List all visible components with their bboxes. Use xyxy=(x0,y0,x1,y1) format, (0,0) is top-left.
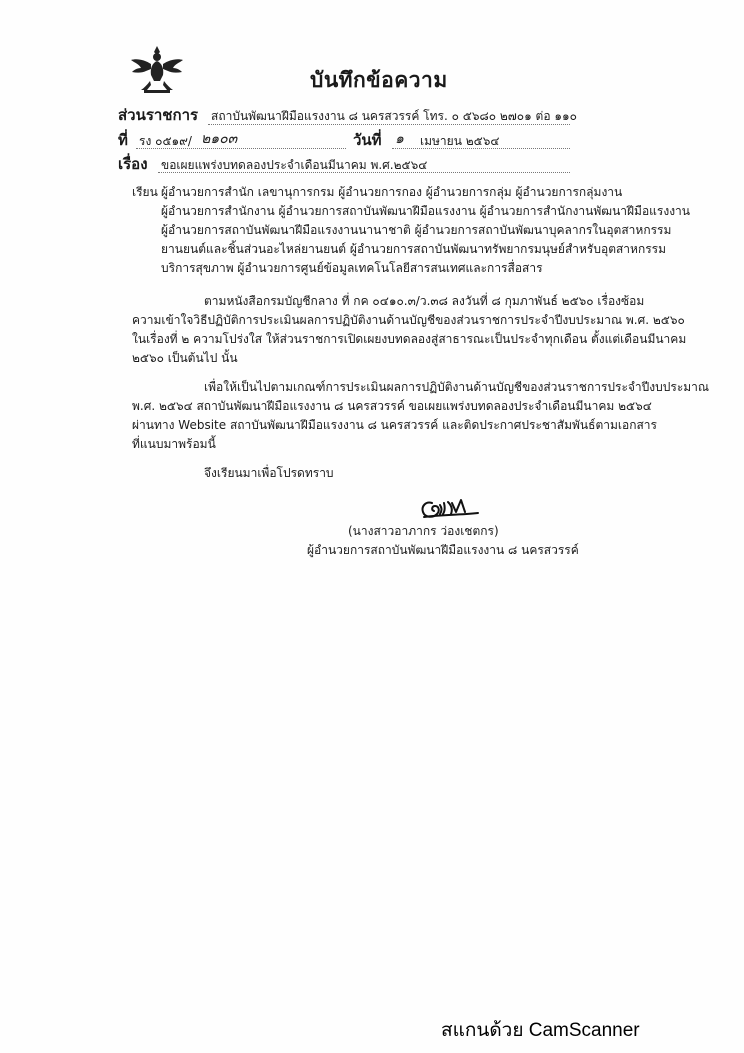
subject-label: เรื่อง xyxy=(118,155,148,173)
date-label: วันที่ xyxy=(353,131,382,149)
body-para1-line: ตามหนังสือกรมบัญชีกลาง ที่ กค ๐๔๑๐.๓/ว.๓๘ ลงวันที่ ๘ กุมภาพันธ์ ๒๕๖๐ เรื่องซ้อม xyxy=(204,294,645,308)
signer-position: ผู้อำนวยการสถาบันพัฒนาฝีมือแรงงาน ๘ นครสวรรค์ xyxy=(307,543,579,557)
to-line: บริการสุขภาพ ผู้อำนวยการศูนย์ข้อมูลเทคโนโลยีสารสนเทศและการสื่อสาร xyxy=(161,261,543,275)
signer-name: (นางสาวอาภากร ว่องเชตกร) xyxy=(348,524,499,538)
to-label: เรียน xyxy=(132,185,158,199)
date-underline xyxy=(392,148,570,149)
body-para1-line: ความเข้าใจวิธีปฏิบัติการประเมินผลการปฏิบัติงานด้านบัญชีของส่วนราชการประจำปีงบประมาณ พ.ศ. ๒๕๖๐ xyxy=(132,313,685,327)
page-title: บันทึกข้อความ xyxy=(310,68,448,92)
camscanner-watermark: สแกนด้วย CamScanner xyxy=(441,1020,640,1041)
to-line: ผู้อำนวยการสถาบันพัฒนาฝีมือแรงงานนานาชาติ ผู้อำนวยการสถาบันพัฒนาบุคลากรในอุตสาหกรรม xyxy=(161,223,672,237)
subject-value: ขอเผยแพร่งบทดลองประจำเดือนมีนาคม พ.ศ.๒๕๖๔ xyxy=(161,158,428,172)
to-line: ผู้อำนวยการสำนัก เลขานุการกรม ผู้อำนวยการกอง ผู้อำนวยการกลุ่ม ผู้อำนวยการกลุ่มงาน xyxy=(161,185,623,199)
closing-text: จึงเรียนมาเพื่อโปรดทราบ xyxy=(204,466,334,480)
ref-prefix: รง ๐๕๑๙/ xyxy=(139,134,192,148)
agency-underline xyxy=(208,124,570,125)
body-para2-line: พ.ศ. ๒๕๖๔ สถาบันพัฒนาฝีมือแรงงาน ๘ นครสวรรค์ ขอเผยแพร่งบทดลองประจำเดือนมีนาคม ๒๕๖๔ xyxy=(132,399,652,413)
agency-label: ส่วนราชการ xyxy=(118,106,199,124)
body-para2-line: ผ่านทาง Website สถาบันพัฒนาฝีมือแรงงาน ๘ นครสวรรค์ และติดประกาศประชาสัมพันธ์ตามเอกสาร xyxy=(132,418,657,432)
garuda-emblem-icon xyxy=(130,44,184,96)
body-para2-line: ที่แนบมาพร้อมนี้ xyxy=(132,437,216,451)
signature-mark xyxy=(418,493,482,521)
body-para1-line: ๒๕๖๐ เป็นต้นไป นั้น xyxy=(132,351,238,365)
date-day-handwritten: ๑ xyxy=(395,131,404,147)
agency-value: สถาบันพัฒนาฝีมือแรงงาน ๘ นครสวรรค์ โทร. ๐ ๕๖๘๐ ๒๗๐๑ ต่อ ๑๑๐ xyxy=(211,109,577,123)
date-rest: เมษายน ๒๕๖๔ xyxy=(420,134,500,148)
to-line: ยานยนต์และชิ้นส่วนอะไหล่ยานยนต์ ผู้อำนวยการสถาบันพัฒนาทรัพยากรมนุษย์สำหรับอุตสาหกรรม xyxy=(161,242,667,256)
to-line: ผู้อำนวยการสำนักงาน ผู้อำนวยการสถาบันพัฒนาฝีมือแรงงาน ผู้อำนวยการสำนักงานพัฒนาฝีมือแรงงาน xyxy=(161,204,690,218)
ref-underline xyxy=(136,148,346,149)
ref-handwritten-number: ๒๑๐๓ xyxy=(201,131,238,147)
body-para2-line: เพื่อให้เป็นไปตามเกณฑ์การประเมินผลการปฏิบัติงานด้านบัญชีของส่วนราชการประจำปีงบประมาณ xyxy=(204,380,710,394)
subject-underline xyxy=(158,172,570,173)
ref-label: ที่ xyxy=(118,131,128,149)
body-para1-line: ในเรื่องที่ ๒ ความโปร่งใส ให้ส่วนราชการเปิดเผยงบทดลองสู่สาธารณะเป็นประจำทุกเดือน ตั้งแต่เดือนมีนาคม xyxy=(132,332,687,346)
